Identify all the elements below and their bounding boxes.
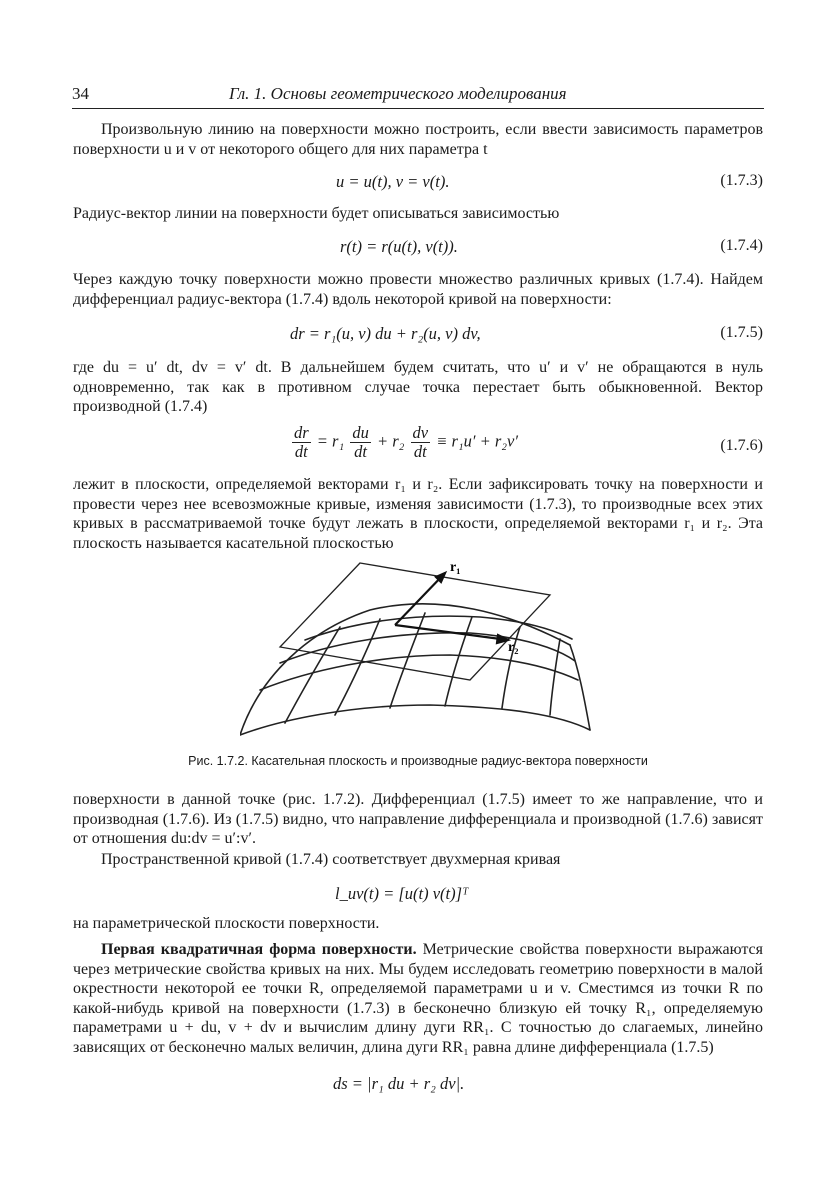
paragraph-4: где du = u′ dt, dv = v′ dt. В дальнейшем будем считать, что u′ и v′ не обращаются в нуль одновременно, так как в противном случае точка перестает быть обыкновенной. Вектор производной (1.7.4) [73, 359, 763, 415]
equation-1-7-6 [290, 424, 518, 461]
fraction-dv-dt: $\frac{dv}{dt}$ [412, 423, 429, 461]
section-heading-first-quadratic-form: Первая квадратичная форма поверхности. [101, 941, 417, 958]
equation-number-1-7-3: (1.7.3) [720, 172, 763, 189]
fraction-du-dt: $\frac{du}{dt}$ [352, 423, 369, 461]
surface-right-edge [570, 645, 590, 730]
equation-number-1-7-5: (1.7.5) [720, 324, 763, 341]
equation-1-7-4: r(t) = r(u(t), v(t)). [340, 237, 458, 256]
equation-number-1-7-6: (1.7.6) [720, 437, 763, 454]
running-header [72, 82, 764, 109]
paragraph-1: Произвольную линию на поверхности можно построить, если ввести зависимость параметров поверхности u и v от некоторого общего для них параметра t [73, 121, 763, 158]
eq-r1-term: = r₁ [316, 431, 345, 451]
eq-r2-term: + r₂ [376, 431, 405, 451]
r1-label: r₁ [450, 560, 461, 575]
paragraph-9 [73, 940, 763, 1057]
equation-number-1-7-4: (1.7.4) [720, 237, 763, 254]
equation-ds: ds = |r₁ du + r₂ dv|. [333, 1074, 465, 1093]
paragraph-5: лежит в плоскости, определяемой векторами r₁ и r₂. Если зафиксировать точку на поверхности и провести через нее всевозможные кривые, изменяя зависимости (1.7.3), то производные всех этих кривых в рассматриваемой точке будут лежать в плоскости, определяемой векторами r₁ и r₂. Эта плоскость называется касательной плоскостью [73, 476, 763, 552]
paragraph-8: на параметрической плоскости поверхности. [73, 915, 380, 932]
paragraph-6: поверхности в данной точке (рис. 1.7.2). Дифференциал (1.7.5) имеет то же направление, что и производная (1.7.6). Из (1.7.5) видно, что направление дифференциала и производной (1.7.6) зависят от отношения du:dv = u′:v′. [73, 791, 763, 847]
figure-caption: Рис. 1.7.2. Касательная плоскость и производные радиус-вектора поверхности [188, 754, 648, 768]
equation-luv: l_uv(t) = [u(t) v(t)]ᵀ [335, 884, 469, 903]
paragraph-3: Через каждую точку поверхности можно провести множество различных кривых (1.7.4). Найдем дифференциал радиус-вектора (1.7.4) вдоль некоторой кривой на поверхности: [73, 271, 763, 308]
paragraph-2: Радиус-вектор линии на поверхности будет описываться зависимостью [73, 205, 560, 222]
paragraph-7: Пространственной кривой (1.7.4) соответствует двухмерная кривая [101, 851, 561, 868]
eq-rhs: ≡ r₁u′ + r₂v′ [436, 431, 518, 451]
paragraph-9-body: Метрические свойства поверхности выражаются через метрические свойства кривых на них. Мы будем исследовать геометрию поверхности в малой окрестности некоторой ее точки R, определяемой параметрами u и v. Сместимся из точки R по какой-нибудь кривой на поверхности (1.7.3) в бесконечно близкую ей точку R₁, определяемую параметрами u + du, v + dv и вычислим длину дуги RR₁. С точностью до слагаемых, линейно зависящих от бесконечно малых величин, длина дуги RR₁ равна длине дифференциала (1.7.5) [73, 941, 764, 1056]
r2-label: r₂ [508, 640, 519, 655]
tangent-plane-figure [240, 555, 600, 740]
equation-1-7-5: dr = r₁(u, v) du + r₂(u, v) dv, [290, 324, 481, 343]
running-head-title: Гл. 1. Основы геометрического моделирования [229, 84, 567, 103]
page-number: 34 [72, 84, 89, 103]
equation-1-7-3: u = u(t), v = v(t). [336, 172, 450, 191]
fraction-dr-dt: $\frac{dr}{dt}$ [294, 423, 309, 461]
r2-arrow-shaft [395, 625, 508, 640]
